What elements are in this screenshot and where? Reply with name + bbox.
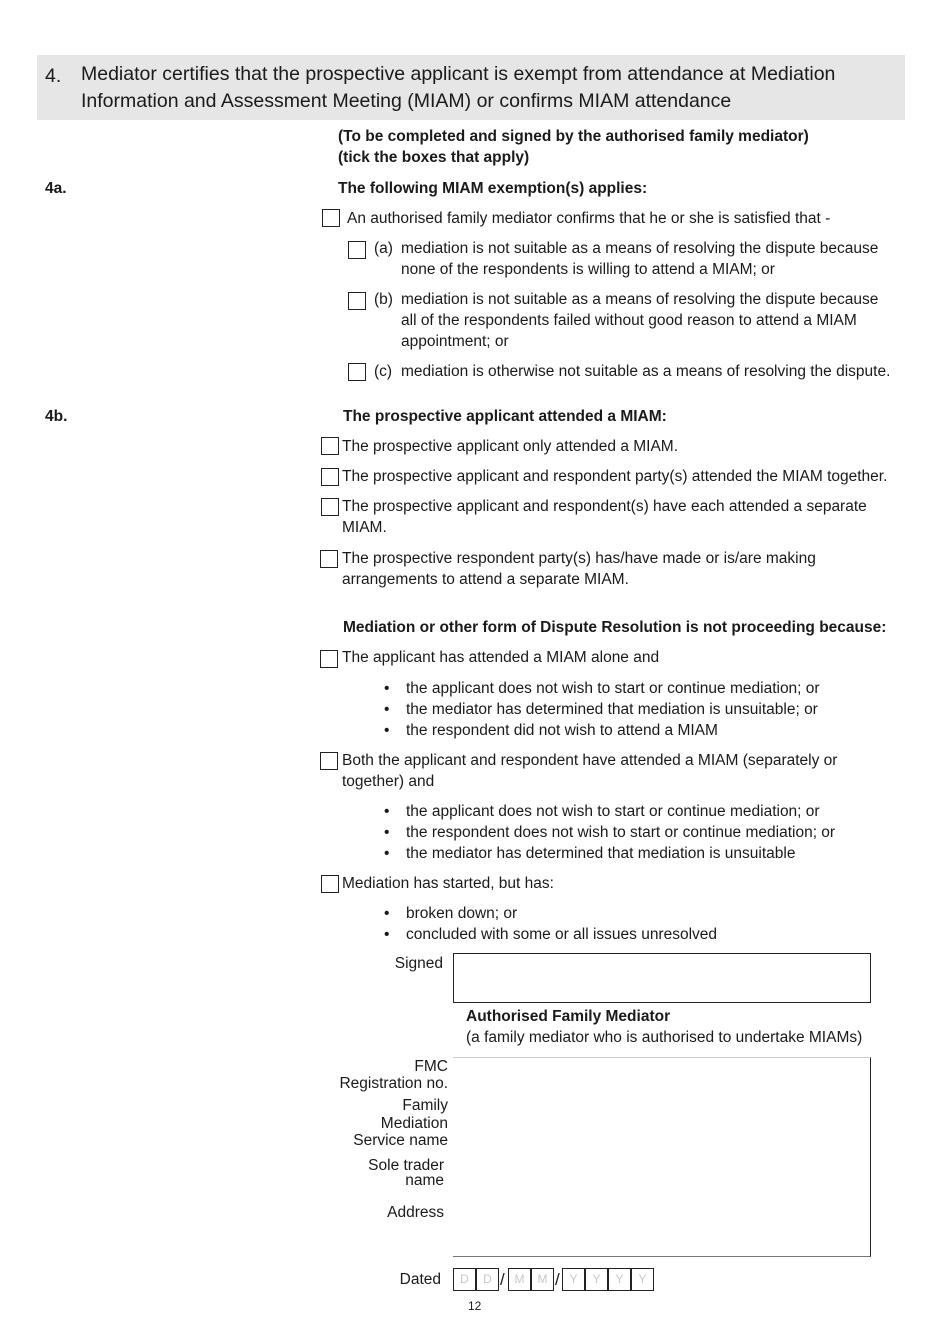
exemption-main-checkbox[interactable]: [322, 209, 340, 227]
exemption-a-letter: (a): [374, 240, 393, 257]
mediator-details-field[interactable]: [453, 1057, 871, 1257]
role-title: Authorised Family Mediator: [466, 1008, 671, 1025]
part-4a-heading: The following MIAM exemption(s) applies:: [338, 180, 648, 197]
not-proceeding-heading: Mediation or other form of Dispute Resolution is not proceeding because:: [343, 619, 887, 636]
date-month-1[interactable]: M: [508, 1268, 531, 1291]
bullet-glyph: •: [384, 701, 390, 718]
attended-separate-checkbox[interactable]: [321, 498, 339, 516]
sole-trader-label-1: Sole trader: [368, 1157, 444, 1174]
exemption-b-text-3: appointment; or: [401, 333, 509, 350]
attended-separate-text-2: MIAM.: [342, 519, 387, 536]
date-year-2[interactable]: Y: [585, 1268, 608, 1291]
exemption-b-text-1: mediation is not suitable as a means of resolving the dispute because: [401, 291, 879, 308]
part-4b-heading: The prospective applicant attended a MIAM:: [343, 408, 667, 425]
exemption-main-text: An authorised family mediator confirms that he or she is satisfied that -: [347, 210, 831, 227]
part-4a-label: 4a.: [45, 180, 67, 197]
attended-together-checkbox[interactable]: [321, 468, 339, 486]
respondent-arranging-checkbox[interactable]: [320, 550, 338, 568]
bullet-glyph: •: [384, 722, 390, 739]
date-month-2[interactable]: M: [531, 1268, 554, 1291]
section-number: 4.: [45, 65, 62, 87]
exemption-c-letter: (c): [374, 363, 393, 380]
section-header: [37, 55, 905, 120]
fms-label-1: Family: [402, 1097, 448, 1114]
part-4b-label: 4b.: [45, 408, 68, 425]
exemption-b-text-2: all of the respondents failed without good reason to attend a MIAM: [401, 312, 857, 329]
exemption-b-checkbox[interactable]: [348, 292, 366, 310]
date-separator: /: [555, 1270, 560, 1289]
applicant-alone-checkbox[interactable]: [320, 650, 338, 668]
exemption-a-text-1: mediation is not suitable as a means of resolving the dispute because: [401, 240, 879, 257]
mediation-started-text: Mediation has started, but has:: [342, 875, 554, 892]
instruction-line-1: (To be completed and signed by the authorised family mediator): [338, 128, 809, 145]
exemption-b-letter: (b): [374, 291, 393, 308]
exemption-c-text: mediation is otherwise not suitable as a means of resolving the dispute.: [401, 363, 891, 380]
mediation-started-checkbox[interactable]: [321, 875, 339, 893]
applicant-alone-text: The applicant has attended a MIAM alone and: [342, 649, 660, 666]
bullet-glyph: •: [384, 926, 390, 943]
exemption-a-text-2: none of the respondents is willing to attend a MIAM; or: [401, 261, 775, 278]
date-separator: /: [500, 1270, 505, 1289]
exemption-c-checkbox[interactable]: [348, 363, 366, 381]
fms-label-2: Mediation: [380, 1115, 448, 1132]
date-year-4[interactable]: Y: [631, 1268, 654, 1291]
attended-separate-text-1: The prospective applicant and respondent(s) have each attended a separate: [342, 498, 867, 515]
respondent-arranging-text-2: arrangements to attend a separate MIAM.: [342, 571, 629, 588]
fmc-label-1: FMC: [414, 1058, 448, 1075]
date-year-3[interactable]: Y: [608, 1268, 631, 1291]
signed-label: Signed: [394, 955, 443, 972]
bullet-glyph: •: [384, 824, 390, 841]
bullet-glyph: •: [384, 905, 390, 922]
page-number: 12: [468, 1299, 482, 1313]
role-description: (a family mediator who is authorised to undertake MIAMs): [466, 1029, 863, 1046]
both-attended-text-1: Both the applicant and respondent have attended a MIAM (separately or: [342, 752, 838, 769]
exemption-a-checkbox[interactable]: [348, 241, 366, 259]
signature-field[interactable]: [453, 953, 871, 1003]
bullet-glyph: •: [384, 803, 390, 820]
instruction-line-2: (tick the boxes that apply): [338, 149, 530, 166]
attended-only-applicant-text: The prospective applicant only attended a MIAM.: [342, 438, 679, 455]
bullet-glyph: •: [384, 845, 390, 862]
sole-trader-label-2: name: [405, 1172, 444, 1189]
date-day-2[interactable]: D: [476, 1268, 499, 1291]
date-year-1[interactable]: Y: [562, 1268, 585, 1291]
date-day-1[interactable]: D: [453, 1268, 476, 1291]
both-attended-text-2: together) and: [342, 773, 435, 790]
attended-only-applicant-checkbox[interactable]: [321, 437, 339, 455]
respondent-arranging-text-1: The prospective respondent party(s) has/have made or is/are making: [342, 550, 816, 567]
attended-together-text: The prospective applicant and respondent party(s) attended the MIAM together.: [342, 468, 888, 485]
both-attended-checkbox[interactable]: [320, 752, 338, 770]
section-title: Mediator certifies that the prospective applicant is exempt from attendance at Mediation Information and Assessment Meeting (MIAM) or confirms MIAM attendance: [81, 63, 836, 112]
dated-label: Dated: [399, 1271, 441, 1288]
address-label: Address: [387, 1204, 444, 1221]
fms-label-3: Service name: [353, 1132, 448, 1149]
fmc-label-2: Registration no.: [339, 1075, 448, 1092]
bullet-glyph: •: [384, 680, 390, 697]
